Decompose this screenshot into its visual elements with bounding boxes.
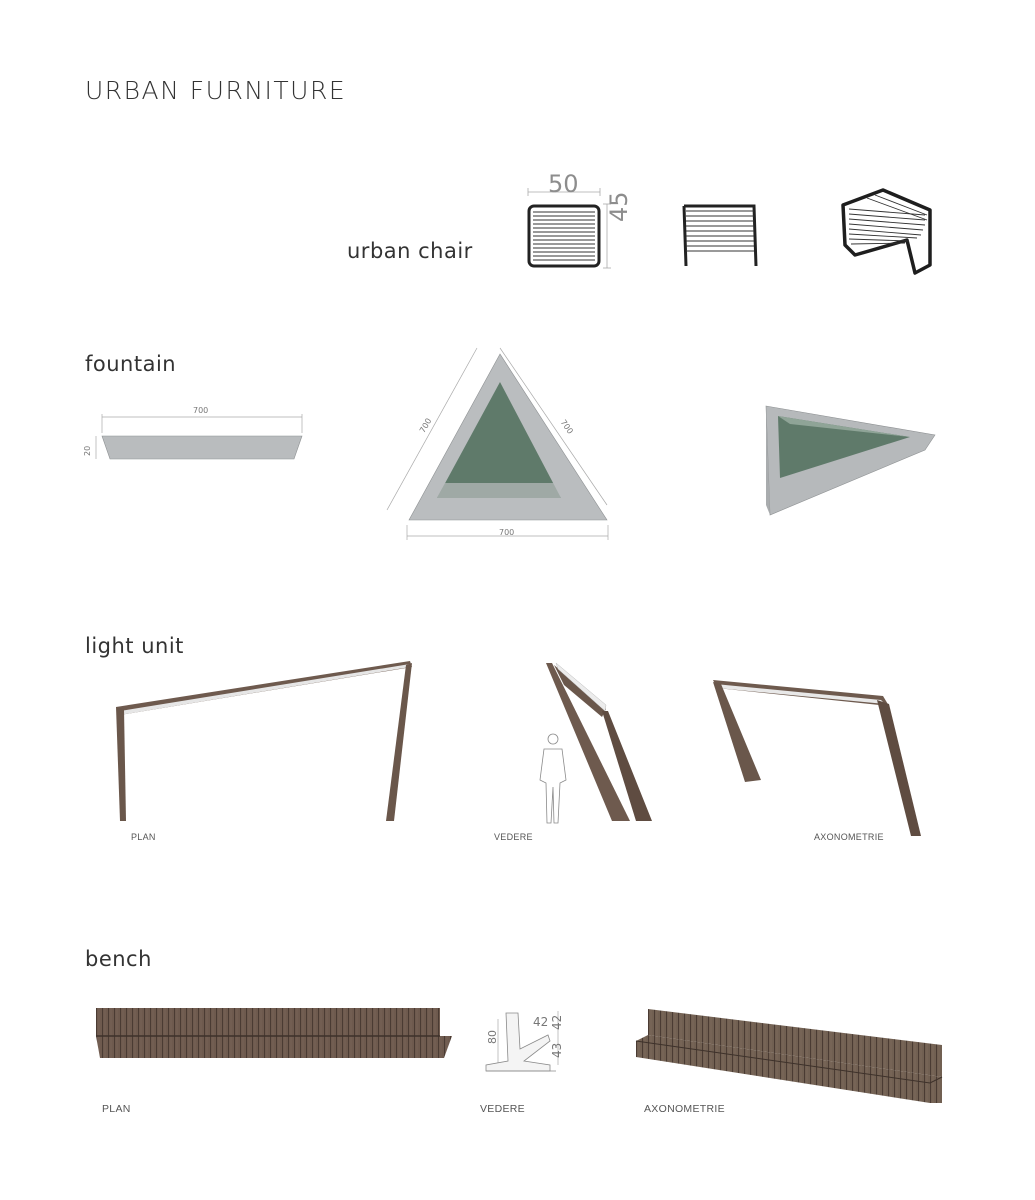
light-unit-axonometric <box>705 670 935 845</box>
bench-caption-axonometrie: AXONOMETRIE <box>644 1103 725 1115</box>
bench-dimension-b: 42 <box>550 1014 564 1030</box>
bench-height-dimension: 80 <box>486 1030 499 1044</box>
bench-plan <box>90 1000 460 1070</box>
chair-section-label: urban chair <box>347 239 473 263</box>
fountain-section-label: fountain <box>85 352 177 376</box>
fountain-base-dimension: 700 <box>499 528 515 537</box>
light-unit-caption-axonometrie: AXONOMETRIE <box>814 832 884 842</box>
human-scale-figure <box>540 734 566 823</box>
fountain-axonometric <box>760 400 940 520</box>
bench-section-label: bench <box>85 947 152 971</box>
fountain-depth-dimension: 20 <box>83 445 92 456</box>
page-title: URBAN FURNITURE <box>85 76 347 105</box>
bench-axonometric <box>630 1005 950 1110</box>
bench-dimension-c: 43 <box>550 1042 564 1058</box>
light-unit-side-view <box>520 655 660 830</box>
fountain-length-dimension: 700 <box>193 406 209 415</box>
fountain-side-right-dimension: 700 <box>558 418 575 436</box>
light-unit-plan <box>110 655 420 830</box>
light-unit-caption-vedere: VEDERE <box>494 832 533 842</box>
chair-side-view <box>680 200 760 270</box>
light-unit-section-label: light unit <box>85 634 184 658</box>
chair-axonometric-view <box>835 185 940 280</box>
fountain-plan <box>385 340 625 545</box>
bench-dimension-a: 42 <box>533 1015 549 1029</box>
bench-caption-vedere: VEDERE <box>480 1103 525 1115</box>
fountain-side-left-dimension: 700 <box>418 416 434 435</box>
chair-front-view <box>520 170 640 280</box>
bench-caption-plan: PLAN <box>102 1103 131 1115</box>
chair-width-dimension: 50 <box>548 170 579 198</box>
chair-height-dimension: 45 <box>605 191 633 222</box>
light-unit-caption-plan: PLAN <box>131 832 156 842</box>
